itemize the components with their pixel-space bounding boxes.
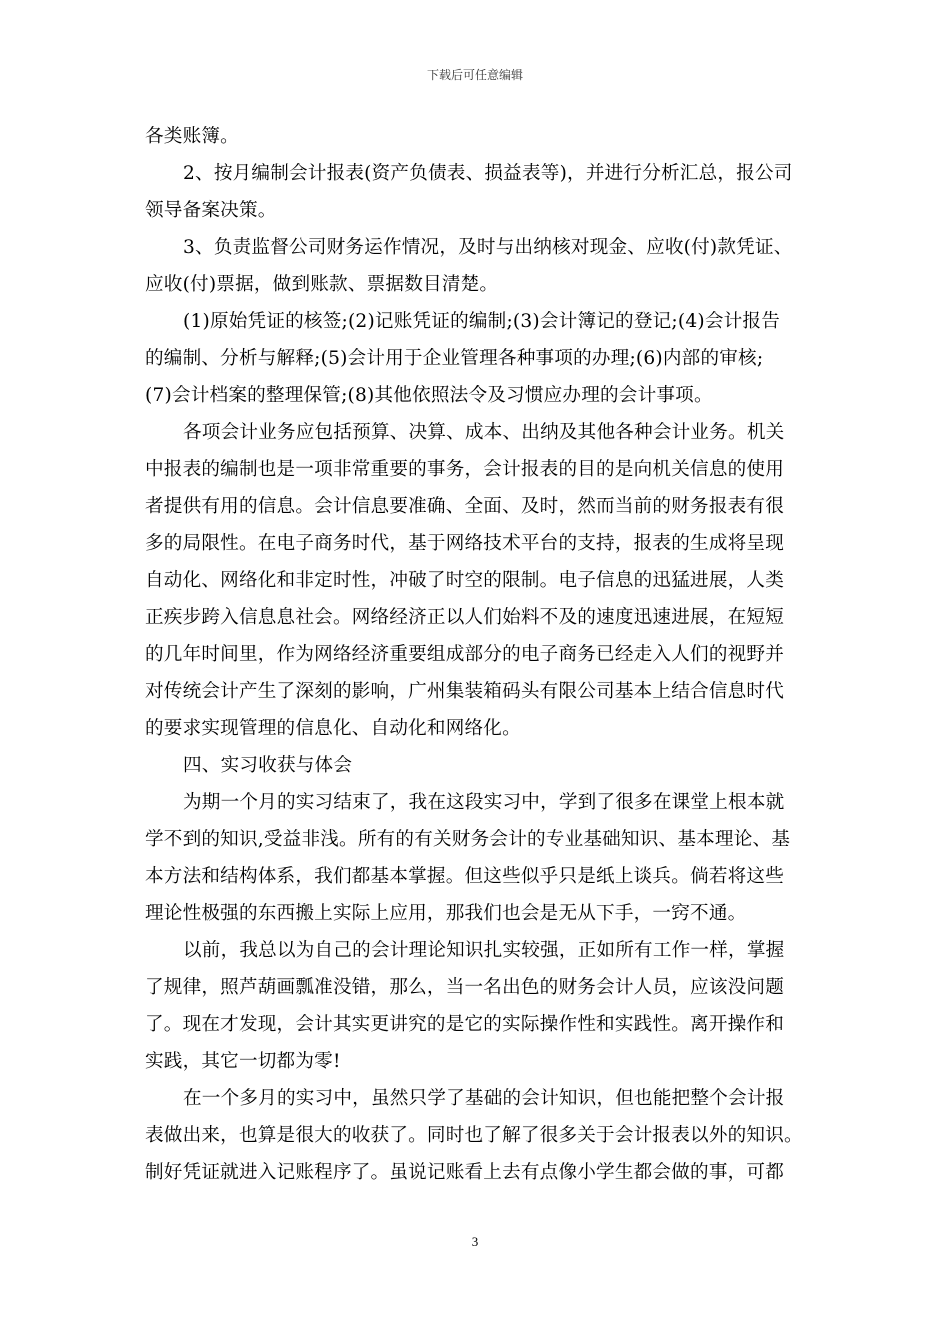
text-line: 四、实习收获与体会 bbox=[183, 755, 353, 776]
text-line: 自动化、网络化和非定时性，冲破了时空的限制。电子信息的迅猛进展，人类 bbox=[145, 570, 784, 591]
text-line: 应收(付)票据，做到账款、票据数目清楚。 bbox=[145, 274, 499, 295]
text-line: 3、负责监督公司财务运作情况，及时与出纳核对现金、应收(付)款凭证、 bbox=[183, 237, 793, 258]
text-line: 的编制、分析与解释;(5)会计用于企业管理各种事项的办理;(6)内部的审核; bbox=[145, 348, 764, 369]
text-line: 多的局限性。在电子商务时代，基于网络技术平台的支持，报表的生成将呈现 bbox=[145, 533, 784, 554]
text-line: 表做出来，也算是很大的收获了。同时也了解了很多关于会计报表以外的知识。 bbox=[145, 1125, 803, 1146]
text-line: 的要求实现管理的信息化、自动化和网络化。 bbox=[145, 718, 521, 739]
text-line: 理论性极强的东西搬上实际上应用，那我们也会是无从下手，一窍不通。 bbox=[145, 903, 747, 924]
text-line: 在一个多月的实习中，虽然只学了基础的会计知识，但也能把整个会计报 bbox=[183, 1088, 785, 1109]
text-line: 了规律，照芦葫画瓢准没错，那么，当一名出色的财务会计人员，应该没问题 bbox=[145, 977, 784, 998]
text-line: 了。现在才发现，会计其实更讲究的是它的实际操作性和实践性。离开操作和 bbox=[145, 1014, 784, 1035]
text-line: (1)原始凭证的核签;(2)记账凭证的编制;(3)会计簿记的登记;(4)会计报告 bbox=[183, 311, 780, 332]
text-line: 对传统会计产生了深刻的影响，广州集装箱码头有限公司基本上结合信息时代 bbox=[145, 681, 784, 702]
text-line: 正疾步跨入信息息社会。网络经济正以人们始料不及的速度迅速进展，在短短 bbox=[145, 607, 784, 628]
text-line: 本方法和结构体系，我们都基本掌握。但这些似乎只是纸上谈兵。倘若将这些 bbox=[145, 866, 784, 887]
text-line: (7)会计档案的整理保管;(8)其他依照法令及习惯应办理的会计事项。 bbox=[145, 385, 713, 406]
text-line: 以前，我总以为自己的会计理论知识扎实较强，正如所有工作一样，掌握 bbox=[183, 940, 785, 961]
text-line: 领导备案决策。 bbox=[145, 200, 277, 221]
text-line: 各项会计业务应包括预算、决算、成本、出纳及其他各种会计业务。机关 bbox=[183, 422, 785, 443]
text-line: 实践，其它一切都为零! bbox=[145, 1051, 341, 1072]
text-line: 各类账簿。 bbox=[145, 126, 239, 147]
document-body bbox=[145, 118, 805, 1191]
text-line: 中报表的编制也是一项非常重要的事务，会计报表的目的是向机关信息的使用 bbox=[145, 459, 784, 480]
text-line: 2、按月编制会计报表(资产负债表、损益表等)，并进行分析汇总，报公司 bbox=[183, 163, 793, 184]
text-line: 学不到的知识,受益非浅。所有的有关财务会计的专业基础知识、基本理论、基 bbox=[145, 829, 791, 850]
header-note: 下载后可任意编辑 bbox=[426, 68, 523, 82]
text-line: 为期一个月的实习结束了，我在这段实习中，学到了很多在课堂上根本就 bbox=[183, 792, 785, 813]
text-line: 制好凭证就进入记账程序了。虽说记账看上去有点像小学生都会做的事，可都 bbox=[145, 1162, 784, 1183]
text-line: 的几年时间里，作为网络经济重要组成部分的电子商务已经走入人们的视野并 bbox=[145, 644, 784, 665]
page-number: 3 bbox=[471, 1234, 479, 1249]
text-line: 者提供有用的信息。会计信息要准确、全面、及时，然而当前的财务报表有很 bbox=[145, 496, 784, 517]
